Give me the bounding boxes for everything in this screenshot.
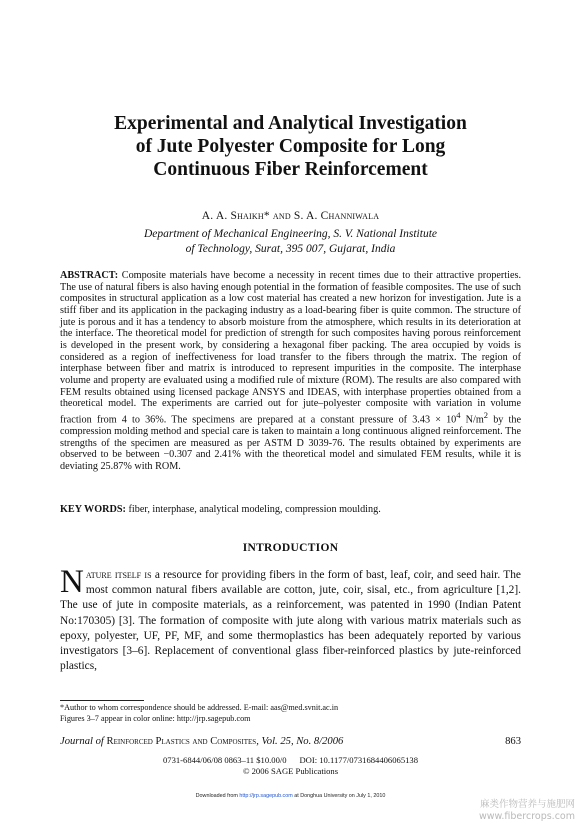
intro-text: a resource for providing fibers in the form of bast, leaf, coir, and seed hair. The most common natural fibers available are cotton, jute, coir, sisal, etc., from agriculture [1,2]. The use of jute in composite materials, as a reinforcement, was patented in 1990 (Indian Patent No:170305) [3]. The formation of composite with jute along with various matrix materials such as epoxy, polyester, UF, PF, MF, and some thermoplastics has been adequately reported by various investigators [3–6]. Replacement of conventional glass fiber-reinforced plastics by jute-reinforced plastics, [60, 569, 521, 673]
abstract [60, 270, 521, 473]
abstract-text-1: Composite materials have become a necessity in recent times due to their attractive properties. The use of natural fibers is also having enough potential in the formation of feasible composites. The use of such composites in structural application as a low cost material has created a new horizon for investigation. Jute is a stiff fiber and its application in the packaging industry as a load-bearing fiber is quite common. The structure of jute is porous and it has a tendency to absorb moisture from the atmosphere, which results in its deterioration at the interface. The theoretical model for prediction of strength for such composites having porous reinforcement is developed in the present work, by considering a hexagonal fiber packing. The area occupied by voids is considered as a region of ineffectiveness for load transfer to the fibers through the matrix. The region of interphase between fiber and matrix is introduced to represent impurities in the composite. The interphase volume and property are evaluated using a modified rule of mixture (ROM). The results are also compared with FEM results obtained using licensed package ANSYS and IDEAS, with interphase properties obtained from a theoretical model. The experiments are carried out for jute–polyester composite with variation in volume fraction from 4 to 36%. The specimens are prepared at a constant pressure of 3.43 × 10 [60, 270, 521, 426]
footnotes [60, 703, 521, 724]
title-line-1: Experimental and Analytical Investigation [114, 113, 467, 134]
download-link[interactable]: http://jrp.sagepub.com [239, 793, 293, 799]
journal-volume: , Vol. 25, No. 8/2006 [256, 736, 344, 747]
abstract-text-2: by the compression molding method and special care is taken to maintain a long continuous aligned reinforcement. The strengths of the specimen are measured as per ASTM D 3039-76. The results obtained by experiments are observed to be between −0.307 and 2.41% with the theoretical model and simulated FEM results, while it is deviating 25.87% with ROM. [60, 414, 521, 472]
affiliation [0, 227, 581, 257]
journal-name: Reinforced Plastics and Composites [106, 736, 257, 747]
page-number: 863 [505, 736, 521, 747]
keywords-text: fiber, interphase, analytical modeling, compression moulding. [125, 504, 381, 515]
paper-title [60, 112, 521, 181]
section-heading-introduction: INTRODUCTION [242, 542, 339, 554]
publication-info [0, 755, 581, 776]
drop-cap: N [60, 564, 84, 600]
author-list: A. A. Shaikh* and S. A. Channiwala [201, 210, 380, 222]
introduction-paragraph [60, 564, 521, 674]
intro-lead-smallcaps: ature itself is [85, 569, 152, 581]
watermark-line-1: 麻类作物营养与施肥网 [479, 799, 575, 810]
watermark-line-2: www.fibercrops.com [478, 810, 575, 822]
download-prefix: Downloaded from [195, 793, 240, 799]
footnote-figures: Figures 3–7 appear in color online: http://jrp.sagepub.com [60, 713, 251, 723]
journal-prefix: Journal of [60, 736, 107, 747]
title-line-2: of Jute Polyester Composite for Long [135, 136, 446, 157]
journal-citation-line [60, 736, 521, 747]
issn-doi-line: 0731-6844/06/08 0863–11 $10.00/0 DOI: 10.1177/0731684406065138 [162, 755, 419, 765]
abstract-label: ABSTRACT: [60, 270, 119, 281]
keywords [60, 504, 521, 516]
abstract-unit: N/m [460, 414, 484, 426]
abstract-unit-exponent: 2 [483, 409, 489, 420]
journal-citation [60, 736, 343, 747]
footnote-divider [60, 700, 144, 701]
copyright-line: © 2006 SAGE Publications [242, 765, 339, 776]
download-suffix: at Donghua University on July 1, 2010 [292, 793, 386, 799]
affiliation-line-2: of Technology, Surat, 395 007, Gujarat, India [185, 243, 396, 255]
site-watermark [445, 799, 575, 822]
affiliation-line-1: Department of Mechanical Engineering, S. V. National Institute [144, 228, 437, 240]
title-line-3: Continuous Fiber Reinforcement [153, 159, 428, 180]
keywords-label: KEY WORDS: [60, 504, 126, 515]
footnote-correspondence: *Author to whom correspondence should be addressed. E-mail: aas@med.svnit.ac.in [60, 703, 339, 712]
abstract-exponent: 4 [456, 409, 461, 420]
